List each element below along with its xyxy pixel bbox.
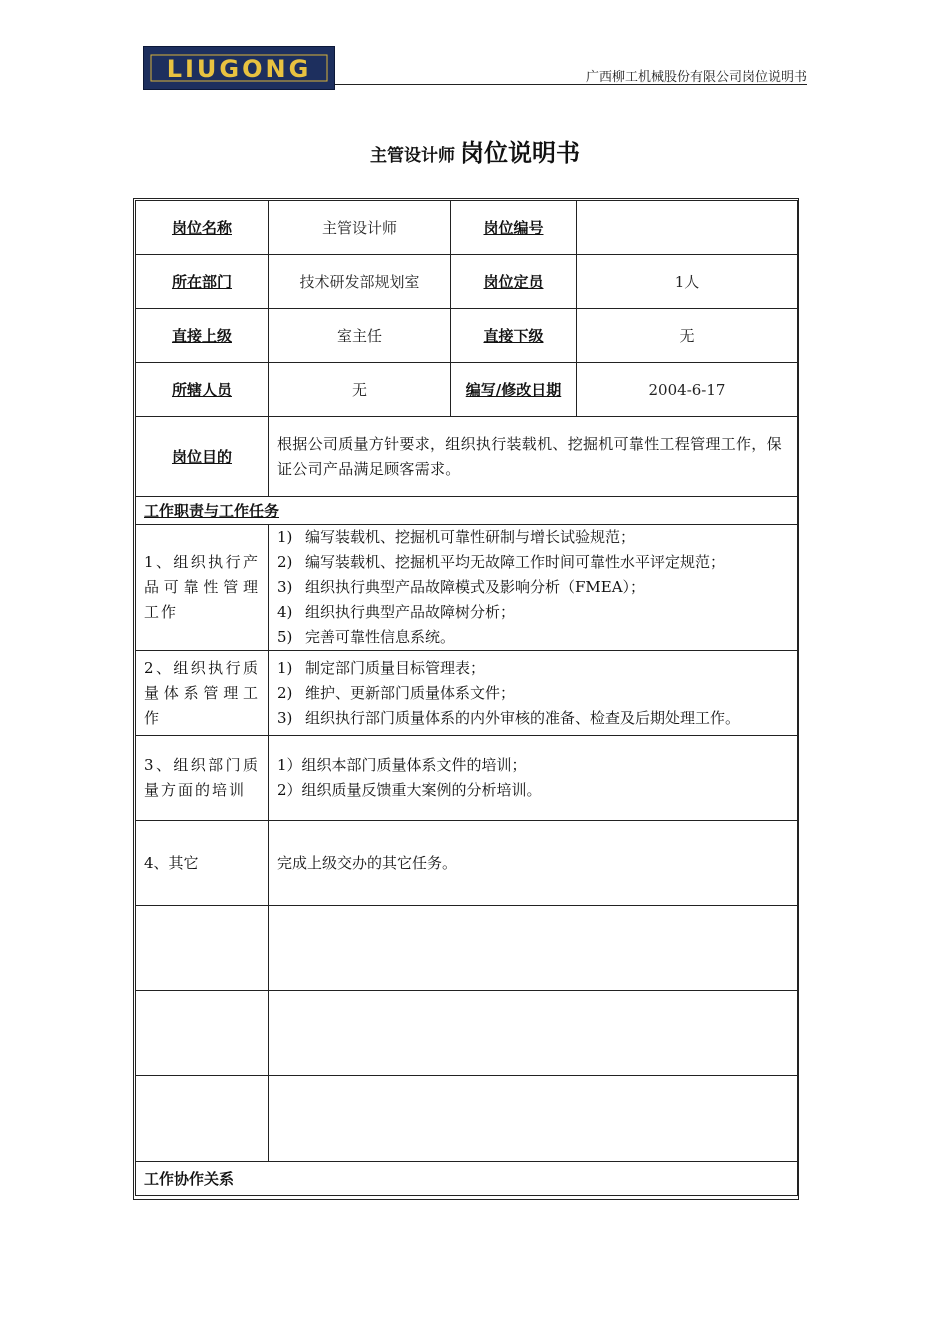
quota-label: 岗位定员	[451, 255, 577, 309]
table-row	[136, 309, 798, 363]
empty-row	[136, 906, 798, 991]
duty-row	[136, 651, 798, 736]
task-text: 制定部门质量目标管理表；	[305, 658, 486, 677]
purpose-label: 岗位目的	[136, 417, 269, 497]
empty-row	[136, 991, 798, 1076]
task-item	[277, 550, 789, 575]
table-row	[136, 417, 798, 497]
task-item	[277, 778, 789, 803]
task-text: 组织本部门质量体系文件的培训；	[301, 756, 527, 774]
header-divider	[335, 84, 807, 85]
staff-label: 所辖人员	[136, 363, 269, 417]
task-num: 2)	[277, 683, 293, 702]
subordinate-label: 直接下级	[451, 309, 577, 363]
empty-row	[136, 1076, 798, 1162]
task-num: 1）	[277, 756, 302, 774]
task-text: 编写装载机、挖掘机可靠性研制与增长试验规范；	[305, 528, 636, 546]
task-num: 4)	[277, 603, 293, 621]
task-item	[277, 575, 789, 600]
task-text: 组织执行典型产品故障树分析；	[305, 603, 516, 621]
staff-value: 无	[269, 363, 451, 417]
superior-label: 直接上级	[136, 309, 269, 363]
name-value: 主管设计师	[269, 201, 451, 255]
name-label: 岗位名称	[136, 201, 269, 255]
table-row	[136, 1162, 798, 1196]
purpose-value: 根据公司质量方针要求，组织执行装载机、挖掘机可靠性工程管理工作，保证公司产品满足顾客需求。	[269, 417, 798, 497]
duty-name: 4、其它	[136, 821, 269, 906]
quota-value: 1人	[577, 255, 798, 309]
duty-row	[136, 821, 798, 906]
table-row	[136, 363, 798, 417]
duty-name: 1、组织执行产品可靠性管理工作	[136, 525, 269, 651]
job-description-table	[135, 200, 798, 1196]
task-item	[277, 600, 789, 625]
task-num: 1)	[277, 658, 293, 677]
dept-label: 所在部门	[136, 255, 269, 309]
task-num: 2）	[277, 781, 302, 799]
duty-tasks	[269, 736, 798, 821]
task-item	[277, 525, 789, 550]
date-label: 编写/修改日期	[451, 363, 577, 417]
duty-row	[136, 525, 798, 651]
task-num: 5)	[277, 628, 293, 646]
empty-cell	[136, 1076, 269, 1162]
title-position: 主管设计师	[369, 146, 455, 166]
duty-tasks	[269, 651, 798, 736]
dept-value: 技术研发部规划室	[269, 255, 451, 309]
duty-name: 2、组织执行质量体系管理工作	[136, 651, 269, 736]
liugong-logo	[143, 46, 335, 90]
task-item	[277, 625, 789, 650]
empty-cell	[136, 991, 269, 1076]
empty-cell	[269, 991, 798, 1076]
table-row	[136, 201, 798, 255]
task-num: 3)	[277, 578, 293, 596]
task-text: 组织质量反馈重大案例的分析培训。	[301, 781, 542, 799]
duty-name: 3、组织部门质量方面的培训	[136, 736, 269, 821]
task-item	[277, 706, 789, 731]
task-num: 3)	[277, 708, 293, 727]
logo-text: LIUGONG	[166, 55, 312, 83]
empty-cell	[269, 1076, 798, 1162]
task-text: 组织执行部门质量体系的内外审核的准备、检查及后期处理工作。	[305, 708, 741, 727]
task-text: 编写装载机、挖掘机平均无故障工作时间可靠性水平评定规范；	[305, 553, 726, 571]
code-value	[577, 201, 798, 255]
cooperation-section-title: 工作协作关系	[136, 1162, 798, 1196]
page-title	[0, 133, 950, 168]
code-label: 岗位编号	[451, 201, 577, 255]
table-row	[136, 255, 798, 309]
task-item	[277, 656, 789, 681]
task-item	[277, 681, 789, 706]
task-num: 2)	[277, 553, 293, 571]
duties-section-title: 工作职责与工作任务	[136, 497, 798, 525]
empty-cell	[269, 906, 798, 991]
task-text: 组织执行典型产品故障模式及影响分析（FMEA）；	[305, 578, 646, 596]
task-item	[277, 753, 789, 778]
task-text: 维护、更新部门质量体系文件；	[305, 683, 516, 702]
duty-row	[136, 736, 798, 821]
subordinate-value: 无	[577, 309, 798, 363]
task-text: 完善可靠性信息系统。	[305, 628, 456, 646]
superior-value: 室主任	[269, 309, 451, 363]
date-value: 2004-6-17	[577, 363, 798, 417]
title-doc-name: 岗位说明书	[460, 139, 581, 167]
table-row	[136, 497, 798, 525]
header-company-doc: 广西柳工机械股份有限公司岗位说明书	[585, 70, 807, 85]
task-num: 1)	[277, 528, 293, 546]
empty-cell	[136, 906, 269, 991]
duty-text: 完成上级交办的其它任务。	[269, 821, 798, 906]
duty-tasks	[269, 525, 798, 651]
